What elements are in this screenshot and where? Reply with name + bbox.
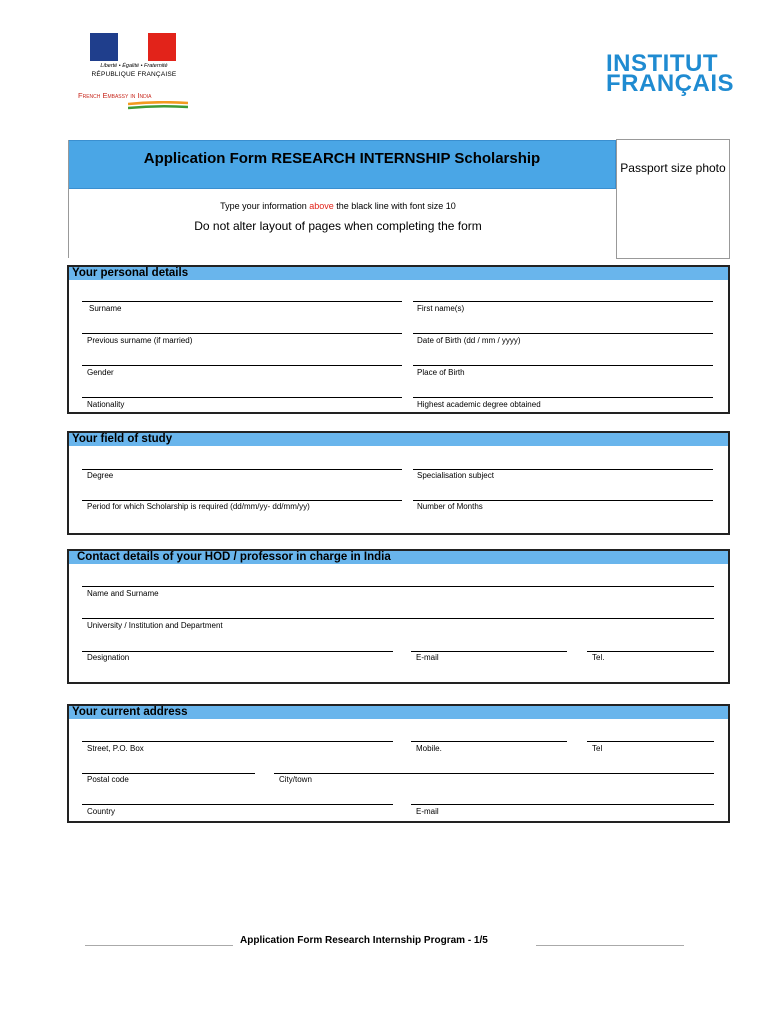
- instruction-line-1: Type your information above the black line with font size 10: [220, 201, 456, 211]
- university-field[interactable]: [82, 618, 714, 619]
- footer-text: Application Form Research Internship Program - 1/5: [240, 935, 488, 946]
- surname-field[interactable]: [82, 301, 402, 302]
- institut-line2: FRANÇAIS: [606, 70, 734, 97]
- city-field[interactable]: [274, 773, 714, 774]
- hod-tel-label: Tel.: [592, 653, 605, 662]
- gender-field[interactable]: [82, 365, 402, 366]
- degree-label: Degree: [87, 471, 114, 480]
- address-email-field[interactable]: [411, 804, 714, 805]
- dob-field[interactable]: [413, 333, 713, 334]
- instruction-line-2: Do not alter layout of pages when completing the form: [194, 219, 482, 233]
- place-of-birth-label: Place of Birth: [417, 368, 465, 377]
- gender-label: Gender: [87, 368, 114, 377]
- place-of-birth-field[interactable]: [413, 365, 713, 366]
- passport-photo-label: Passport size photo: [620, 161, 726, 175]
- street-field[interactable]: [82, 741, 393, 742]
- form-title: Application Form RESEARCH INTERNSHIP Scholarship: [143, 150, 541, 167]
- section-title: Your personal details: [69, 267, 728, 280]
- hod-tel-field[interactable]: [587, 651, 714, 652]
- rf-name: RÉPUBLIQUE FRANÇAISE: [91, 71, 177, 78]
- hod-email-field[interactable]: [411, 651, 567, 652]
- institut-line1: INSTITUT: [606, 50, 718, 77]
- mobile-field[interactable]: [411, 741, 567, 742]
- designation-label: Designation: [87, 653, 130, 662]
- rf-motto: Liberté • Égalité • Fraternité: [100, 63, 168, 69]
- degree-obtained-field[interactable]: [413, 397, 713, 398]
- degree-obtained-label: Highest academic degree obtained: [417, 400, 541, 409]
- period-field[interactable]: [82, 500, 402, 501]
- specialisation-label: Specialisation subject: [417, 471, 494, 480]
- nationality-field[interactable]: [82, 397, 402, 398]
- surname-label: Surname: [89, 304, 122, 313]
- address-tel-field[interactable]: [587, 741, 714, 742]
- hod-name-field[interactable]: [82, 586, 714, 587]
- country-label: Country: [87, 807, 116, 816]
- mobile-label: Mobile.: [416, 744, 442, 753]
- first-names-label: First name(s): [417, 304, 465, 313]
- address-tel-label: Tel: [592, 744, 603, 753]
- months-label: Number of Months: [417, 502, 483, 511]
- previous-surname-label: Previous surname (if married): [87, 336, 193, 345]
- street-label: Street, P.O. Box: [87, 744, 144, 753]
- passport-photo-box[interactable]: [616, 139, 730, 259]
- hod-email-label: E-mail: [416, 653, 439, 662]
- section-field-of-study: [67, 431, 730, 535]
- instruction-highlight: above: [309, 201, 334, 211]
- institut-francais-logo: [606, 50, 736, 104]
- city-label: City/town: [279, 775, 312, 784]
- section-title: Contact details of your HOD / professor in charge in India: [69, 551, 728, 564]
- university-label: University / Institution and Department: [87, 621, 223, 630]
- country-field[interactable]: [82, 804, 393, 805]
- footer-rule-left: [85, 945, 233, 946]
- specialisation-field[interactable]: [413, 469, 713, 470]
- address-email-label: E-mail: [416, 807, 439, 816]
- french-flag-icon: [90, 33, 176, 61]
- first-names-field[interactable]: [413, 301, 713, 302]
- hod-name-label: Name and Surname: [87, 589, 159, 598]
- period-label: Period for which Scholarship is required (dd/mm/yy- dd/mm/yy): [87, 502, 310, 511]
- footer-rule-right: [536, 945, 684, 946]
- section-personal-details: [67, 265, 730, 414]
- section-contact-details: [67, 549, 730, 684]
- postal-code-label: Postal code: [87, 775, 129, 784]
- months-field[interactable]: [413, 500, 713, 501]
- section-title: Your field of study: [69, 433, 728, 446]
- dob-label: Date of Birth (dd / mm / yyyy): [417, 336, 521, 345]
- section-current-address: [67, 704, 730, 823]
- designation-field[interactable]: [82, 651, 393, 652]
- degree-field[interactable]: [82, 469, 402, 470]
- embassy-name: French Embassy in India: [78, 91, 152, 100]
- india-swoosh-icon: [128, 101, 188, 111]
- republique-francaise-logo: [78, 33, 188, 123]
- section-title: Your current address: [69, 706, 728, 719]
- nationality-label: Nationality: [87, 400, 125, 409]
- previous-surname-field[interactable]: [82, 333, 402, 334]
- postal-code-field[interactable]: [82, 773, 255, 774]
